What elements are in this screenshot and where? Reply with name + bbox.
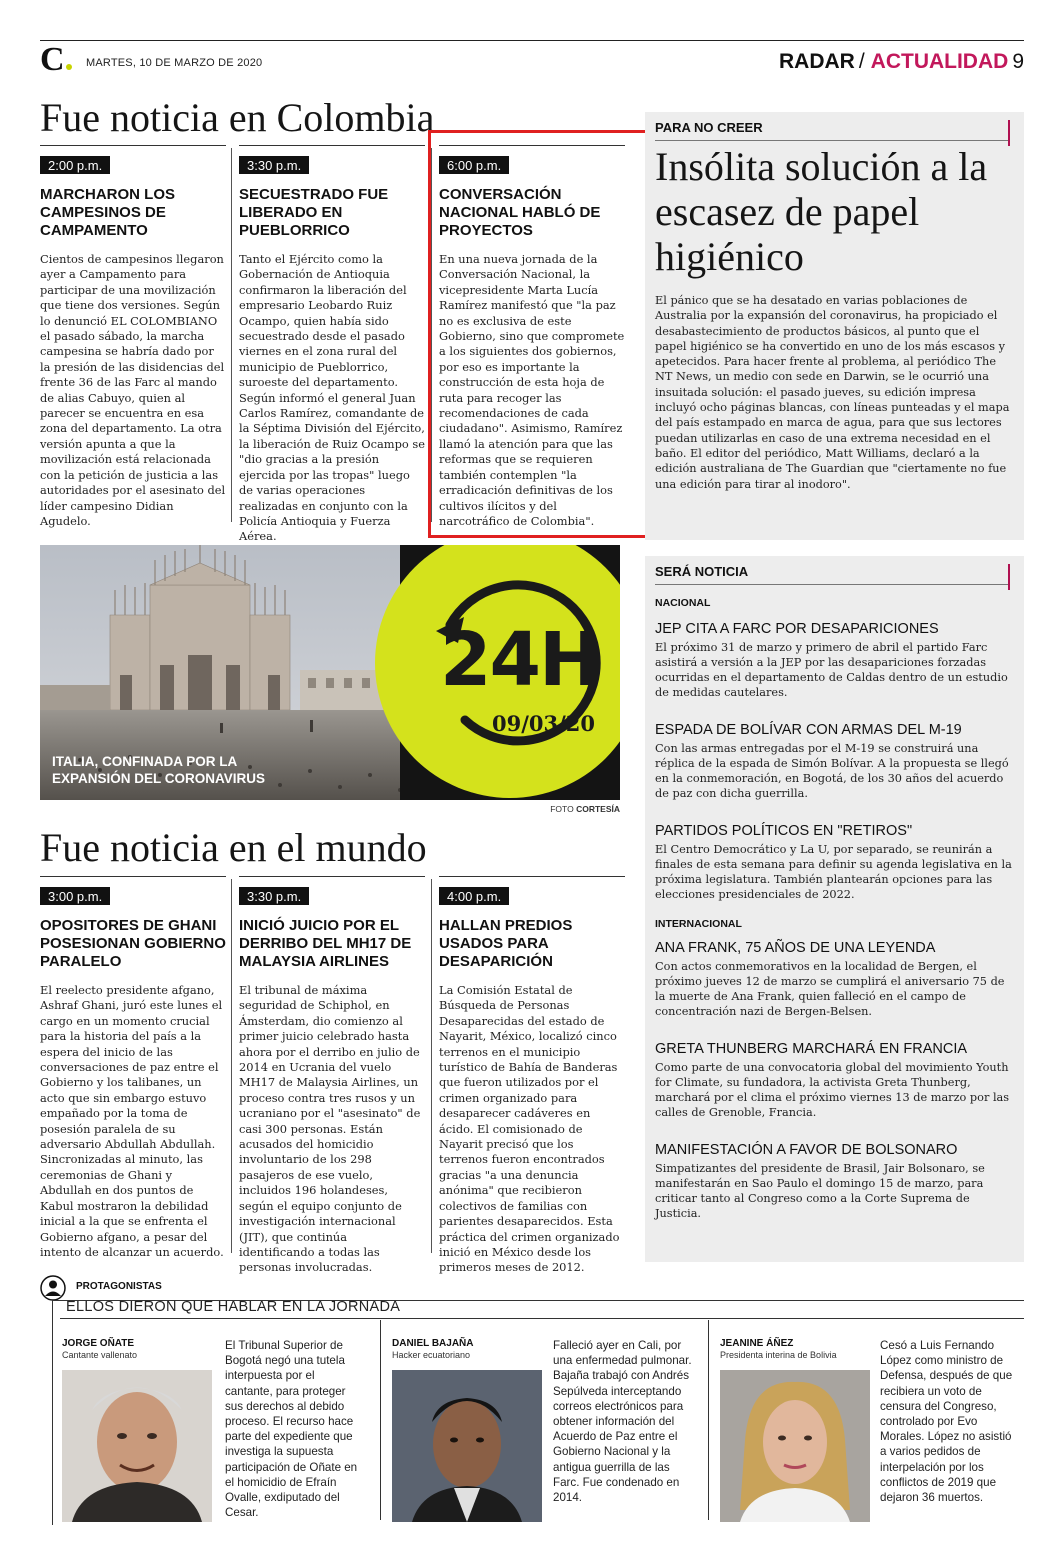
top-rule — [40, 40, 1024, 41]
photo-credit-name: CORTESÍA — [576, 804, 620, 814]
person-3-photo — [720, 1370, 870, 1522]
photo-credit — [550, 804, 620, 814]
protagonistas-label: PROTAGONISTAS — [76, 1281, 162, 1292]
internacional-item-body: Con actos conmemorativos en la localidad de Bergen, el próximo jueves 12 de marzo se cumplirá el aniversario 75 de la muerte de Ana Frank, quien falleció en el campo de concentración nazi de Bergen-Belsen. — [655, 960, 1005, 1018]
person-name: JORGE OÑATE — [62, 1338, 135, 1349]
colombia-story-1 — [40, 145, 226, 529]
colombia-title: Fue noticia en Colombia — [40, 95, 435, 140]
panel-accent-mark — [1008, 120, 1010, 146]
story-body: El reelecto presidente afgano, Ashraf Ghani, juró este lunes el cargo en un momento crucial para la historia del país a la espera del inicio de las conversaciones de paz entre el Gobierno y los talibanes, un acto que sin embargo estuvo empañado por la toma de posesión paralela de su adversario Abdullah Abdullah. Sincronizadas al minuto, las ceremonias de Ghani y Abdullah en dos puntos de Kabul mostraron la debilidad inicial a la que se enfrenta el Gobierno afgano, a pesar del intento de alcanzar un acuerdo. — [40, 983, 224, 1259]
person-2-photo — [392, 1370, 542, 1522]
internacional-item-title: GRETA THUNBERG MARCHARÁ EN FRANCIA — [655, 1041, 968, 1057]
logo-letter: C — [40, 41, 65, 78]
story-time: 3:30 p.m. — [239, 887, 309, 905]
column-divider — [231, 148, 232, 522]
person-role: Cantante vallenato — [62, 1350, 138, 1360]
highlight-box — [428, 130, 650, 538]
column-rule — [239, 145, 425, 146]
person-role: Hacker ecuatoriano — [392, 1350, 471, 1360]
page-number: 9 — [1012, 50, 1024, 73]
panel-rule — [655, 140, 1010, 141]
story-body: La Comisión Estatal de Búsqueda de Personas Desaparecidas del estado de Nayarit, México, localizó cinco terrenos en el municipio turístico de Bahía de Banderas que fueron utilizados por el crimen organizado para desaparecer cadáveres en ácido. El comisionado de Nayarit precisó que los terrenos fueron encontrados gracias "a una denuncia anónima" que recibieron colectivos de familias con parientes desaparecidos. Esta práctica del crimen organizado inició en México desde los primeros meses de 2012. — [439, 983, 620, 1275]
para-no-creer-body: El pánico que se ha desatado en varias poblaciones de Australia por la expansión del coronavirus, ha propiciado el desabastecimiento de productos básicos, al punto que el papel higiénico se ha convertido en uno de los más escasos y apetecidos. Para hacer frente al problema, al periódico The NT News, un medio con sede en Darwin, se le ocurrió una insuitada solución: el pasado jueves, su edición impresa incluyó ocho páginas blancas, con líneas punteadas y el mapa del país estampado en marca de agua, para que sus lectores puedan utilizarlas en caso de una extrema necesidad en el baño. El editor del periódico, Matt Williams, declaró a la edición australiana de The Guardian que "ciertamente no fue una edición para tirar al inodoro". — [655, 294, 1010, 491]
person-divider — [380, 1320, 381, 1520]
nacional-item-title: PARTIDOS POLÍTICOS EN "RETIROS" — [655, 823, 913, 839]
mundo-story-2 — [239, 876, 425, 1276]
nacional-item-body: El próximo 31 de marzo y primero de abril el partido Farc asistirá a versión a la JEP por las desapariciones forzadas ocurridas en el departamento de Caldas dentro de un estudio de medidas cautelares. — [655, 641, 1008, 699]
story-time: 3:00 p.m. — [40, 887, 110, 905]
protagonistas-rule — [60, 1318, 1024, 1319]
panel-accent-mark — [1008, 564, 1010, 590]
column-divider — [431, 879, 432, 1253]
nacional-item-body: Con las armas entregadas por el M-19 se construirá una réplica de la espada de Simón Bolívar. A la propuesta se llegó en la conmemoración, en Bogotá, de los 30 años del acuerdo de paz con dicha guerrilla. — [655, 742, 1009, 800]
column-rule — [40, 145, 226, 146]
person-divider — [708, 1320, 709, 1520]
person-2-header — [392, 1338, 474, 1360]
nacional-label: NACIONAL — [655, 597, 711, 609]
person-name: DANIEL BAJAÑA — [392, 1338, 474, 1349]
photo-credit-label: FOTO — [550, 804, 574, 814]
story-headline: SECUESTRADO FUE LIBERADO EN PUEBLORRICO — [239, 186, 389, 239]
person-text: El Tribunal Superior de Bogotá negó una tutela interpuesta por el cantante, para proteger sus derechos al debido proceso. El recurso hace parte del expediente que investiga la supuesta participación de Oñate en el homicidio de Efraín Ovalle, exdiputado del Cesar. — [225, 1339, 358, 1520]
column-rule — [239, 876, 425, 877]
story-headline: CONVERSACIÓN NACIONAL HABLÓ DE PROYECTOS — [439, 186, 601, 239]
story-time: 2:00 p.m. — [40, 156, 110, 174]
story-body: Tanto el Ejército como la Gobernación de Antioquia confirmaron la liberación del empresario Leobardo Ruiz Ocampo, quien había sido secuestrado desde el pasado viernes en el zona rural del municipio de Pueblorrico, suroeste del departamento. Según informó el general Juan Carlos Ramírez, comandante de la Séptima División del Ejército, la liberación de Ruiz Ocampo se "dio gracias a la presión ejercida por las tropas" luego de varias operaciones realizadas en conjunto con la Policía Antioquia y Fuerza Aérea. — [239, 252, 425, 544]
colombia-story-2 — [239, 145, 425, 545]
story-body: Cientos de campesinos llegaron ayer a Campamento para participar de una movilización que tiene dos versiones. Según lo denunció EL COLOMBIANO el pasado sábado, la marcha campesina se habría dado por la presión de las disidencias del frente 36 de las Farc al mando de alias Cabuyo, quien al parecer se encuentra en esa zona del departamento. La otra versión apunta a que la movilización está relacionada con la petición de justicia a las autoridades por el asesinato del líder campesino Didian Agudelo. — [40, 252, 226, 528]
dateline: MARTES, 10 DE MARZO DE 2020 — [86, 57, 263, 69]
nacional-item-title: JEP CITA A FARC POR DESAPARICIONES — [655, 621, 939, 637]
person-icon — [40, 1275, 66, 1301]
story-time: 3:30 p.m. — [239, 156, 309, 174]
logo-dot-icon — [66, 64, 72, 70]
internacional-item-body: Como parte de una convocatoria global del movimiento Youth for Climate, su fundadora, la activista Greta Thunberg, marchará por el clima el próximo viernes 13 de marzo por las calles de Grenoble, Francia. — [655, 1061, 1010, 1119]
person-3-header — [720, 1338, 837, 1360]
sera-noticia-panel — [645, 556, 1024, 1262]
24h-badge-text: 24H — [440, 617, 599, 703]
person-role: Presidenta interina de Bolivia — [720, 1350, 837, 1360]
sera-noticia-label: SERÁ NOTICIA — [655, 564, 749, 579]
person-name: JEANINE ÁÑEZ — [720, 1338, 794, 1349]
subsection-name: ACTUALIDAD — [870, 50, 1009, 73]
column-rule — [40, 876, 226, 877]
nacional-item-body: El Centro Democrático y La U, por separado, se reunirán a finales de esta semana para definir su agenda legislativa en la próxima legislatura. También plantearán opciones para las elecciones presidenciales de 2022. — [655, 843, 1012, 901]
story-body: El tribunal de máxima seguridad de Schiphol, en Ámsterdam, dio comienzo al primer juicio celebrado hasta ahora por el derribo en julio de 2014 en Ucrania del vuelo MH17 de Malaysia Airlines, un proceso contra tres rusos y un ucraniano por el "asesinato" de casi 300 personas. Están acusados del homicidio involuntario de los 298 pasajeros de ese vuelo, incluidos 196 holandeses, según el equipo conjunto de investigación internacional (JIT), que continúa identificando a todas las personas involucradas. — [239, 983, 421, 1275]
person-text: Cesó a Luis Fernando López como ministro de Defensa, después de que recibiera un voto de censura del Congreso, controlado por Evo Morales. López no asistió a varios pedidos de interpelación por los conflictos de 2019 que dejaron 36 muertos. — [880, 1339, 1013, 1505]
internacional-item-title: ANA FRANK, 75 AÑOS DE UNA LEYENDA — [655, 940, 936, 956]
internacional-item-title: MANIFESTACIÓN A FAVOR DE BOLSONARO — [655, 1142, 958, 1158]
milan-photo — [40, 545, 620, 800]
person-1-photo — [62, 1370, 212, 1522]
para-no-creer-title: Insólita solución a la escasez de papel higiénico — [655, 144, 988, 279]
story-headline: HALLAN PREDIOS USADOS PARA DESAPARICIÓN — [439, 917, 573, 970]
section-header — [779, 50, 1024, 74]
column-rule — [439, 876, 625, 877]
badge-date: 09/03/20 — [492, 711, 596, 736]
story-headline: MARCHARON LOS CAMPESINOS DE CAMPAMENTO — [40, 186, 175, 239]
story-headline: INICIÓ JUICIO POR EL DERRIBO DEL MH17 DE MALAYSIA AIRLINES — [239, 917, 412, 970]
person-text: Falleció ayer en Cali, por una enfermedad pulmonar. Bajaña trabajó con Andrés Sepúlveda interceptando correos electrónicos para obtener información del Acuerdo de Paz entre el Gobierno Nacional y la antigua guerrilla de las Farc. Fue condenado en 2014. — [553, 1339, 692, 1505]
story-time: 4:00 p.m. — [439, 887, 509, 905]
nacional-item-title: ESPADA DE BOLÍVAR CON ARMAS DEL M-19 — [655, 722, 962, 738]
person-1-header — [62, 1338, 137, 1360]
story-time: 6:00 p.m. — [439, 156, 509, 174]
protagonistas-subtitle: ELLOS DIERON QUE HABLAR EN LA JORNADA — [66, 1299, 401, 1315]
mundo-story-1 — [40, 876, 226, 1260]
para-no-creer-label: PARA NO CREER — [655, 120, 763, 135]
newspaper-logo — [40, 43, 72, 77]
photo-caption: ITALIA, CONFINADA POR LA EXPANSIÓN DEL CORONAVIRUS — [52, 754, 266, 786]
internacional-label: INTERNACIONAL — [655, 918, 742, 930]
column-divider — [231, 879, 232, 1253]
story-headline: OPOSITORES DE GHANI POSESIONAN GOBIERNO PARALELO — [40, 917, 226, 970]
internacional-item-body: Simpatizantes del presidente de Brasil, Jair Bolsonaro, se manifestarán en Sao Paulo el domingo 15 de marzo, para criticar tanto al Congreso como a la Corte Suprema de Justicia. — [655, 1162, 985, 1220]
panel-rule — [655, 584, 1010, 585]
mundo-title: Fue noticia en el mundo — [40, 825, 427, 870]
para-no-creer-panel — [645, 112, 1024, 540]
mundo-story-3 — [439, 876, 625, 1276]
story-body: En una nueva jornada de la Conversación Nacional, la vicepresidente Marta Lucía Ramírez manifestó que "la paz no es exclusiva de este Gobierno, sino que compromete a los siguientes dos gobiernos, por eso es importante la construcción de esta hoja de ruta para recoger las recomendaciones de cada ciudadano". Asimismo, Ramírez llamó la atención para que las reformas que se requieren también contemplen "la erradicación definitivas de los cultivos ilícitos y del narcotráfico de Colombia". — [439, 252, 625, 528]
section-divider: / — [858, 50, 865, 73]
section-name: RADAR — [778, 50, 855, 73]
protagonistas-vertical-rule — [52, 1300, 53, 1525]
